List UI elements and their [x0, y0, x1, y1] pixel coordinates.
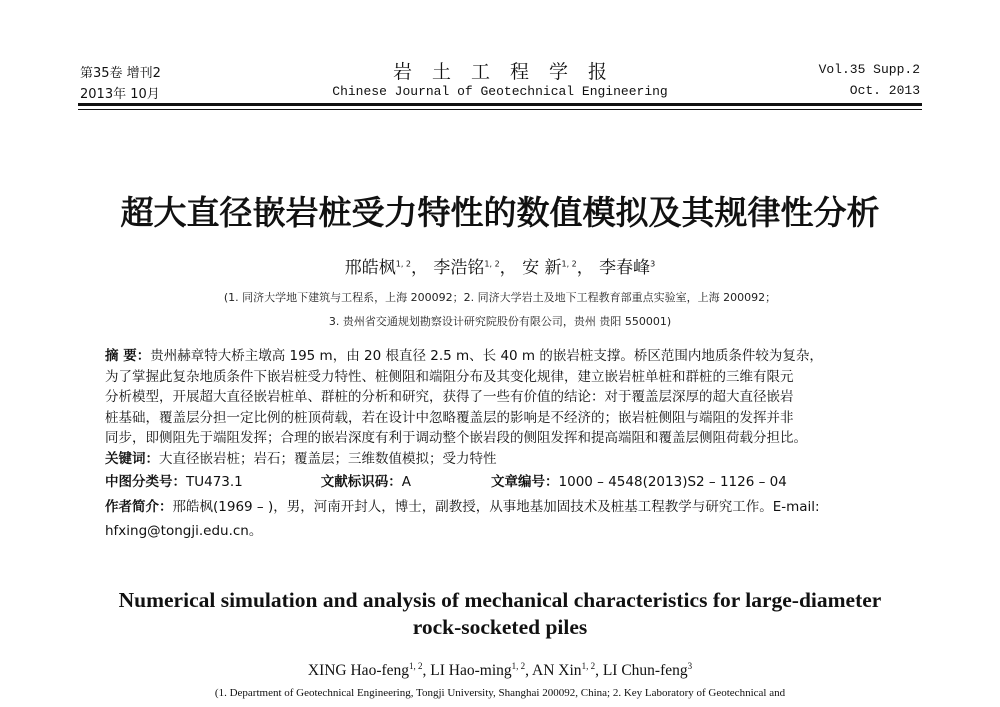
author-intro-line: 作者简介：邢皓枫(1969 – )，男，河南开封人，博士，副教授，从事地基加固技术及桩基工程教学与研究工作。E-mail: [105, 498, 820, 515]
affiliation-en-line1: (1. Department of Geotechnical Engineering, Tongji University, Shanghai 200092, China; 2. Key Laboratory of Geotechnical and [214, 687, 786, 699]
header-rule-thin [78, 109, 922, 110]
abstract-line: 同步，即侧阻先于端阻发挥；合理的嵌岩深度有利于调动整个嵌岩段的侧阻发挥和提高端阻和覆盖层侧阻荷载分担比。 [105, 430, 807, 446]
classification-line: 中图分类号：TU473.1 文献标识码：A 文章编号：1000 – 4548(2013)S2 – 1126 – 04 [105, 474, 787, 490]
affiliation-cn-line2: 3. 贵州省交通规划勘察设计研究院股份有限公司，贵州 贵阳 550001) [328, 315, 672, 328]
paper-title-en-line2: rock-socketed piles [412, 615, 588, 639]
paper-title-cn: 超大直径嵌岩桩受力特性的数值模拟及其规律性分析 [120, 193, 880, 232]
publication-date: 2013年 10月 [80, 87, 160, 102]
header-rule-thick [78, 103, 922, 106]
paper-title-en-line1: Numerical simulation and analysis of mechanical characteristics for large-diameter [118, 588, 882, 612]
author-intro-label: 作者简介： [105, 498, 173, 515]
author-email: hfxing@tongji.edu.cn。 [105, 523, 263, 539]
author-en: LI Chun-feng$^3$ [602, 661, 693, 680]
author-en: LI Hao-ming$^{1, 2}$ [430, 661, 526, 680]
abstract-label: 摘 要： [105, 348, 151, 364]
article-number-value: 1000 – 4548(2013)S2 – 1126 – 04 [558, 474, 787, 490]
author-cn: 安 新$^{1, 2}$ [522, 258, 577, 278]
journal-title-cn: 岩土工程学报 [392, 61, 627, 83]
abstract-line: 为了掌握此复杂地质条件下嵌岩桩受力特性、桩侧阻和端阻分布及其变化规律，建立嵌岩桩单桩和群桩的三维有限元 [105, 368, 794, 385]
keywords-label: 关键词： [105, 450, 159, 467]
authors-cn: 邢皓枫$^{1, 2}$， 李浩铭$^{1, 2}$， 安 新$^{1, 2}$， 李春峰$^3$ [344, 258, 656, 278]
keywords-text: 大直径嵌岩桩；岩石；覆盖层；三维数值模拟；受力特性 [159, 450, 497, 467]
abstract-line: 桩基础，覆盖层分担一定比例的桩顶荷载，若在设计中忽略覆盖层的影响是不经济的；嵌岩桩侧阻与端阻的发挥并非 [105, 409, 794, 426]
abstract-line: 分析模型，开展超大直径嵌岩桩单、群桩的分析和研究，获得了一些有价值的结论：对于覆盖层深厚的超大直径嵌岩 [105, 389, 794, 405]
abstract-line: 摘 要：贵州赫章特大桥主墩高 195 m，由 20 根直径 2.5 m、长 40 m 的嵌岩桩支撑。桥区范围内地质条件较为复杂， [105, 348, 823, 364]
keywords-line [105, 449, 895, 470]
date-en: Oct. 2013 [849, 83, 920, 98]
abstract-block [105, 346, 895, 542]
volume-issue: 第35卷 增刊2 [80, 66, 161, 81]
author-en: AN Xin$^{1, 2}$ [532, 661, 596, 680]
author-cn: 李春峰$^3$ [599, 258, 656, 278]
affiliation-cn-line1: (1. 同济大学地下建筑与工程系，上海 200092；2. 同济大学岩土及地下工程教育部重点实验室，上海 200092； [223, 291, 777, 304]
author-en: XING Hao-feng$^{1, 2}$ [307, 661, 423, 680]
volume-supp-en: Vol.35 Supp.2 [818, 62, 920, 77]
doc-code-value: A [401, 474, 412, 490]
authors-en: XING Hao-feng$^{1, 2}$, LI Hao-ming$^{1, 2}$, AN Xin$^{1, 2}$, LI Chun-feng$^3$ [307, 661, 693, 680]
author-cn: 李浩铭$^{1, 2}$ [433, 258, 500, 278]
author-cn: 邢皓枫$^{1, 2}$ [344, 258, 411, 278]
clc-value: TU473.1 [186, 474, 243, 490]
journal-title-en: Chinese Journal of Geotechnical Engineering [332, 84, 668, 99]
